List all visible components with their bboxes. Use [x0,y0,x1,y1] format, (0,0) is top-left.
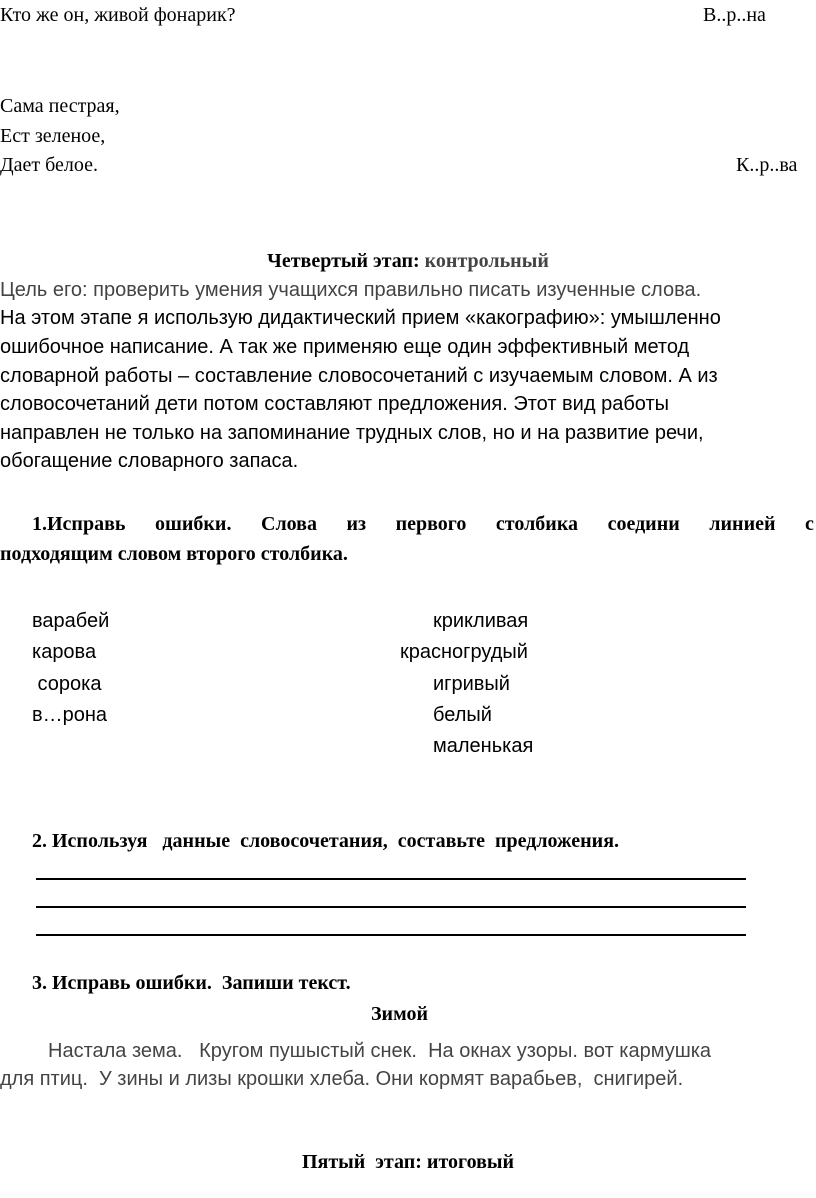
task1-instruction-line1 [32,513,814,536]
riddle2-answer: К..р..ва [736,154,798,176]
stage4-paragraph-line: словарной работы – составление словосочетаний с изучаемым словом. А из [0,365,718,387]
answer-line [36,906,746,908]
stage5-heading: Пятый этап: итоговый [301,1151,515,1173]
answer-line [36,934,746,936]
right-word: игривый [433,673,510,695]
stage4-paragraph-line: ошибочное написание. А так же применяю еще один эффективный метод [0,336,690,358]
left-word: карова [32,641,97,663]
right-word: крикливая [433,610,529,632]
stage4-paragraph-line: На этом этапе я использую дидактический прием «какографию»: умышленно [0,307,721,329]
stage4-heading-name: контрольный [424,250,549,272]
right-word: маленькая [433,735,534,757]
answer-line [36,878,746,880]
riddle1-last-line: Кто же он, живой фонарик? [0,4,236,26]
task3-text-title: Зимой [371,1003,428,1025]
stage4-goal: Цель его: проверить умения учащихся правильно писать изученные слова. [0,279,702,301]
task1-word: 1.Исправь [32,513,126,535]
riddle2-line: Ест зеленое, [0,125,106,147]
task3-text-line: для птиц. У зины и лизы крошки хлеба. Они кормят варабьев, снигирей. [0,1068,684,1090]
task1-word: соедини [607,513,680,535]
task1-word: первого [395,513,467,535]
right-word: красногрудый [400,641,528,663]
task1-word: линией [709,513,776,535]
stage4-heading-prefix: Четвертый этап: [267,250,420,272]
stage4-paragraph-line: словосочетаний дети потом составляют предложения. Этот вид работы [0,393,669,415]
task1-word: с [805,513,814,535]
left-word: сорока [32,673,102,695]
riddle2-line: Дает белое. [0,154,99,176]
riddle2-line: Сама пестрая, [0,95,120,117]
task3-instruction: 3. Исправь ошибки. Запиши текст. [32,972,351,994]
task3-text-line: Настала зема. Кругом пушыстый снек. На окнах узоры. вот кармушка [48,1040,712,1062]
task1-word: ошибки. [155,513,232,535]
stage4-paragraph-line: обогащение словарного запаса. [0,450,299,472]
left-word: в…рона [32,704,108,726]
riddle1-answer: В..р..на [703,4,766,26]
task1-instruction-line2: подходящим словом второго столбика. [0,543,348,565]
left-word: варабей [32,610,110,632]
stage4-paragraph-line: направлен не только на запоминание трудных слов, но и на развитие речи, [0,422,704,444]
task1-word: столбика [495,513,579,535]
stage4-heading [0,250,816,273]
task1-word: из [346,513,367,535]
task1-word: Слова [261,513,317,535]
task2-instruction: 2. Используя данные словосочетания, составьте предложения. [32,830,620,852]
right-word: белый [433,704,492,726]
